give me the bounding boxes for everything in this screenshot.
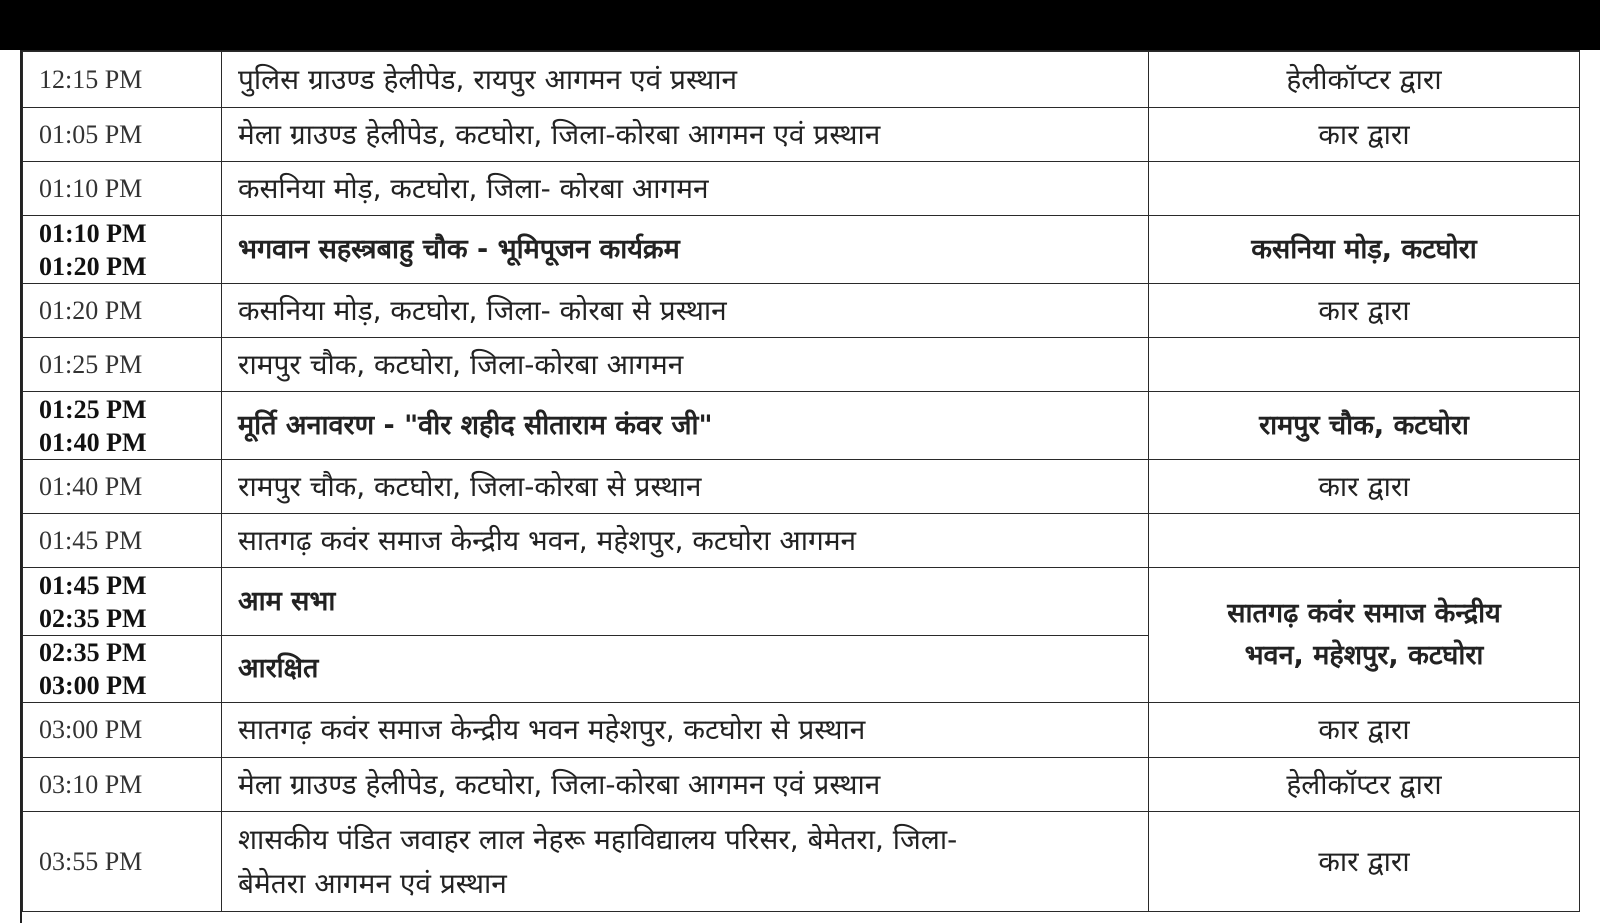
time-cell: 03:10 PM bbox=[23, 758, 222, 812]
table-row bbox=[23, 758, 1580, 812]
time-range-cell bbox=[23, 568, 222, 636]
time-cell: 01:25 PM bbox=[23, 338, 222, 392]
place-cell: सातगढ़ कवंर समाज केन्द्रीय भवन महेशपुर, कटघोरा से प्रस्थान bbox=[222, 703, 1149, 758]
place-cell: मेला ग्राउण्ड हेलीपेड, कटघोरा, जिला-कोरबा आगमन एवं प्रस्थान bbox=[222, 758, 1149, 812]
time-range-cell bbox=[23, 216, 222, 284]
place-cell: रामपुर चौक, कटघोरा, जिला-कोरबा से प्रस्थान bbox=[222, 460, 1149, 514]
time-cell: 01:40 PM bbox=[23, 460, 222, 514]
table-row bbox=[23, 568, 1580, 636]
venue-line: भवन, महेशपुर, कटघोरा bbox=[1244, 640, 1484, 671]
time-cell: 01:20 PM bbox=[23, 284, 222, 338]
table-row bbox=[23, 460, 1580, 514]
schedule-document bbox=[20, 50, 1580, 923]
place-cell: पुलिस ग्राउण्ड हेलीपेड, रायपुर आगमन एवं प्रस्थान bbox=[222, 52, 1149, 108]
mode-cell: हेलीकॉप्टर द्वारा bbox=[1149, 52, 1580, 108]
mode-cell: कार द्वारा bbox=[1149, 703, 1580, 758]
event-cell: भगवान सहस्त्रबाहु चौक - भूमिपूजन कार्यक्रम bbox=[222, 216, 1149, 284]
table-row bbox=[23, 162, 1580, 216]
place-cell: कसनिया मोड़, कटघोरा, जिला- कोरबा से प्रस्थान bbox=[222, 284, 1149, 338]
table-row bbox=[23, 216, 1580, 284]
start-time: 01:45 PM bbox=[39, 570, 147, 600]
time-cell: 01:05 PM bbox=[23, 108, 222, 162]
place-cell: सातगढ़ कवंर समाज केन्द्रीय भवन, महेशपुर, कटघोरा आगमन bbox=[222, 514, 1149, 568]
end-time: 01:20 PM bbox=[39, 251, 147, 281]
end-time: 02:35 PM bbox=[39, 603, 147, 633]
venue-line: सातगढ़ कवंर समाज केन्द्रीय bbox=[1227, 598, 1501, 629]
start-time: 01:10 PM bbox=[39, 218, 147, 248]
mode-cell bbox=[1149, 514, 1580, 568]
time-cell: 01:10 PM bbox=[23, 162, 222, 216]
table-row bbox=[23, 703, 1580, 758]
mode-cell: हेलीकॉप्टर द्वारा bbox=[1149, 758, 1580, 812]
start-time: 02:35 PM bbox=[39, 638, 147, 667]
place-cell: कसनिया मोड़, कटघोरा, जिला- कोरबा आगमन bbox=[222, 162, 1149, 216]
table-row bbox=[23, 338, 1580, 392]
venue-cell bbox=[1149, 568, 1580, 703]
time-range-cell bbox=[23, 636, 222, 703]
mode-cell: कार द्वारा bbox=[1149, 108, 1580, 162]
table-row bbox=[23, 108, 1580, 162]
time-cell: 01:45 PM bbox=[23, 514, 222, 568]
mode-cell: कार द्वारा bbox=[1149, 460, 1580, 514]
event-cell: मूर्ति अनावरण - "वीर शहीद सीताराम कंवर जी" bbox=[222, 392, 1149, 460]
event-cell: आम सभा bbox=[222, 568, 1149, 636]
time-cell: 03:55 PM bbox=[23, 812, 222, 912]
table-row bbox=[23, 812, 1580, 912]
top-black-bar bbox=[0, 0, 1600, 50]
place-cell: रामपुर चौक, कटघोरा, जिला-कोरबा आगमन bbox=[222, 338, 1149, 392]
place-line: शासकीय पंडित जवाहर लाल नेहरू महाविद्यालय परिसर, बेमेतरा, जिला- bbox=[238, 822, 958, 856]
venue-cell: कसनिया मोड़, कटघोरा bbox=[1149, 216, 1580, 284]
end-time: 03:00 PM bbox=[39, 671, 147, 700]
schedule-table bbox=[22, 51, 1580, 912]
mode-cell: कार द्वारा bbox=[1149, 812, 1580, 912]
end-time: 01:40 PM bbox=[39, 427, 147, 457]
mode-cell bbox=[1149, 338, 1580, 392]
time-cell: 03:00 PM bbox=[23, 703, 222, 758]
time-range-cell bbox=[23, 392, 222, 460]
place-line: बेमेतरा आगमन एवं प्रस्थान bbox=[238, 866, 507, 900]
time-cell: 12:15 PM bbox=[23, 52, 222, 108]
mode-cell bbox=[1149, 162, 1580, 216]
place-cell: मेला ग्राउण्ड हेलीपेड, कटघोरा, जिला-कोरबा आगमन एवं प्रस्थान bbox=[222, 108, 1149, 162]
event-cell: आरक्षित bbox=[222, 636, 1149, 703]
table-row bbox=[23, 284, 1580, 338]
table-row bbox=[23, 514, 1580, 568]
mode-cell: कार द्वारा bbox=[1149, 284, 1580, 338]
place-cell bbox=[222, 812, 1149, 912]
venue-cell: रामपुर चौक, कटघोरा bbox=[1149, 392, 1580, 460]
table-row bbox=[23, 52, 1580, 108]
table-row bbox=[23, 392, 1580, 460]
start-time: 01:25 PM bbox=[39, 394, 147, 424]
